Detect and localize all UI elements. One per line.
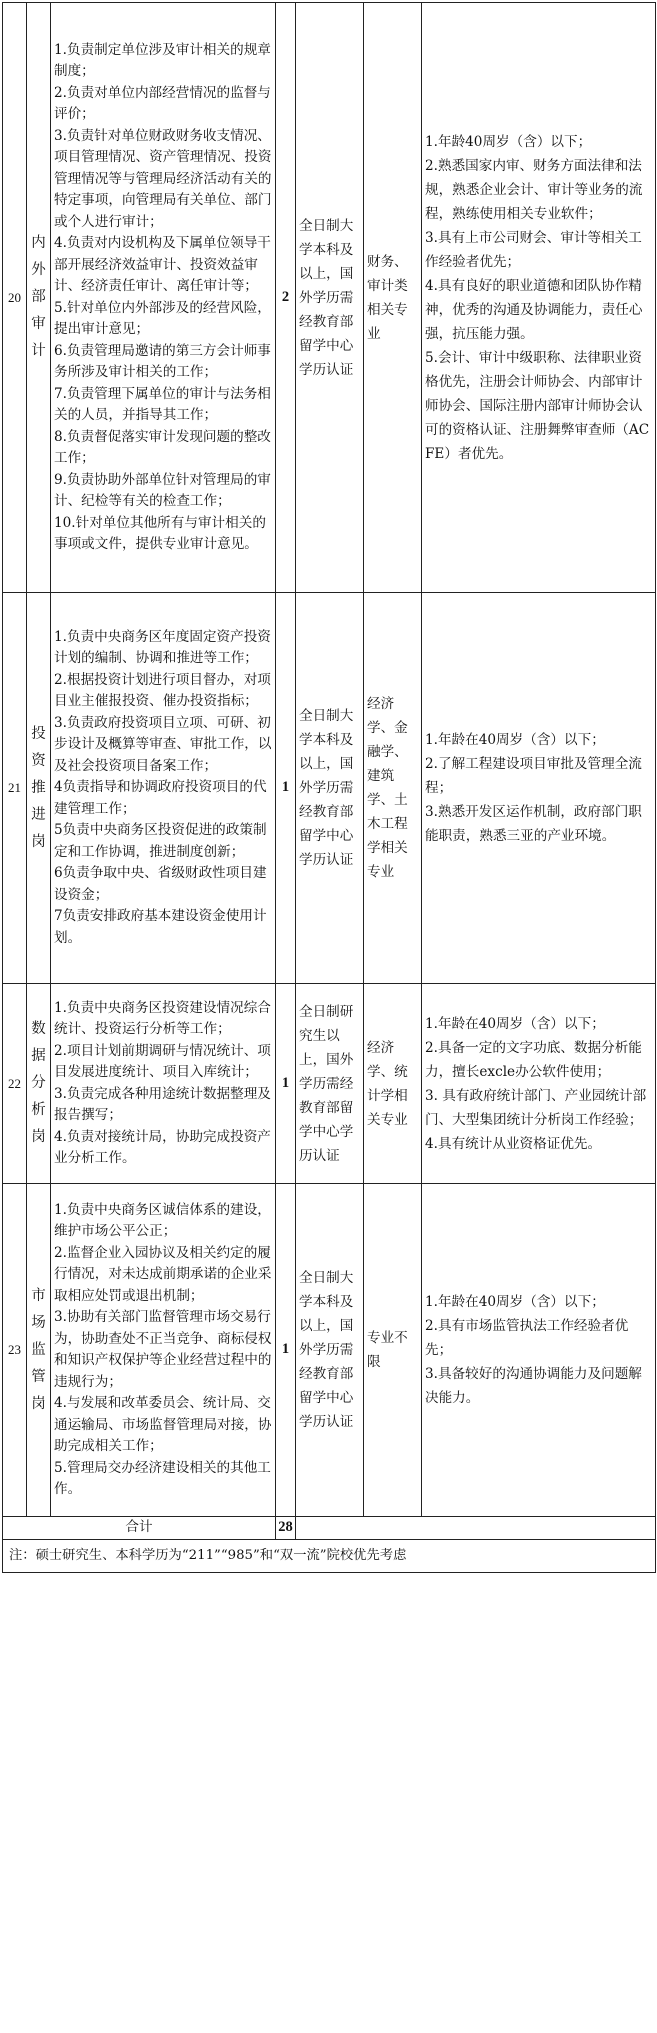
post-name-char: 场 bbox=[31, 1314, 46, 1331]
duty-item: 10.针对单位其他所有与审计相关的事项或文件，提供专业审计意见。 bbox=[54, 514, 266, 552]
post-name-char: 计 bbox=[31, 343, 46, 359]
footnote: 注：硕士研究生、本科学历为“211”“985”和“双一流”院校优先考虑 bbox=[3, 1539, 656, 1572]
post-name-char: 岗 bbox=[31, 1395, 46, 1412]
qualification-item: 1.年龄在40周岁（含）以下； bbox=[425, 1015, 605, 1032]
qualification-list bbox=[422, 1184, 656, 1517]
post-name-char: 外 bbox=[31, 262, 46, 278]
qualification-item: 4.具有统计从业资格证优先。 bbox=[425, 1135, 602, 1152]
qualification-item: 4.具有良好的职业道德和团队协作精神，优秀的沟通及协调能力，责任心强，抗压能力强。 bbox=[425, 277, 643, 342]
post-name-char: 据 bbox=[31, 1048, 46, 1064]
duty-list bbox=[51, 984, 276, 1184]
duty-item: 2.项目计划前期调研与情况统计、项目发展进度统计、项目入库统计； bbox=[54, 1042, 271, 1080]
major-requirement: 经济学、金融学、建筑学、土木工程学相关专业 bbox=[364, 593, 422, 984]
duty-item: 5.管理局交办经济建设相关的其他工作。 bbox=[54, 1459, 271, 1497]
qualification-item: 2.熟悉国家内审、财务方面法律和法规，熟悉企业会计、审计等业务的流程，熟练使用相关专业软件； bbox=[425, 157, 643, 222]
qualification-item: 1.年龄在40周岁（含）以下； bbox=[425, 732, 605, 748]
duty-item: 7.负责管理下属单位的审计与法务相关的人员，并指导其工作； bbox=[54, 385, 271, 423]
post-name-char: 市 bbox=[31, 1287, 46, 1304]
qualification-item: 2.具有市场监管执法工作经验者优先； bbox=[425, 1318, 629, 1358]
qualification-item: 1.年龄在40周岁（含）以下； bbox=[425, 1294, 605, 1310]
qualification-item: 3.具有上市公司财会、审计等相关工作经验者优先； bbox=[425, 229, 642, 270]
education-requirement: 全日制大学本科及以上，国外学历需经教育部留学中心学历认证 bbox=[296, 593, 364, 984]
post-name-char: 岗 bbox=[31, 1129, 46, 1145]
major-requirement: 经济学、统计学相关专业 bbox=[364, 984, 422, 1184]
qualification-item: 3. 具有政府统计部门、产业园统计部门、大型集团统计分析岗工作经验； bbox=[425, 1087, 647, 1128]
table-body bbox=[3, 3, 656, 1517]
duty-item: 5负责中央商务区投资促进的政策制定和工作协调，推进制度创新； bbox=[54, 822, 267, 860]
qualification-item: 2.具备一定的文字功底、数据分析能力，擅长excle办公软件使用； bbox=[425, 1039, 642, 1080]
duty-item: 6.负责管理局邀请的第三方会计师事务所涉及审计相关的工作； bbox=[54, 342, 271, 380]
major-requirement: 财务、审计类相关专业 bbox=[364, 3, 422, 593]
post-name-char: 内 bbox=[31, 235, 46, 251]
post-name-char: 分 bbox=[31, 1075, 46, 1091]
table-row bbox=[3, 593, 656, 984]
duty-item: 3.负责政府投资项目立项、可研、初步设计及概算等审查、审批工作，以及社会投资项目备案工作； bbox=[54, 714, 272, 774]
total-label: 合计 bbox=[3, 1517, 276, 1540]
duty-item: 3.负责完成各种用途统计数据整理及报告撰写； bbox=[54, 1085, 271, 1123]
post-name-char: 管 bbox=[31, 1368, 46, 1385]
qualification-list bbox=[422, 593, 656, 984]
duty-item: 5.针对单位内外部涉及的经营风险，提出审计意见； bbox=[54, 299, 271, 337]
total-empty-cell bbox=[296, 1517, 656, 1540]
total-count: 28 bbox=[276, 1517, 296, 1540]
post-name bbox=[27, 3, 51, 593]
duty-item: 9.负责协助外部单位针对管理局的审计、纪检等有关的检查工作； bbox=[54, 471, 271, 509]
note-row bbox=[3, 1539, 656, 1572]
row-index: 23 bbox=[3, 1184, 27, 1517]
row-index: 22 bbox=[3, 984, 27, 1184]
qualification-list bbox=[422, 3, 656, 593]
table-row bbox=[3, 3, 656, 593]
major-requirement: 专业不限 bbox=[364, 1184, 422, 1517]
post-name bbox=[27, 984, 51, 1184]
headcount: 2 bbox=[276, 3, 296, 593]
duty-item: 3.负责针对单位财政财务收支情况、项目管理情况、资产管理情况、投资管理情况等与管理局经济活动有关的特定事项，向管理局有关单位、部门或个人进行审计； bbox=[54, 127, 272, 230]
post-name bbox=[27, 1184, 51, 1517]
recruitment-table bbox=[2, 2, 656, 1573]
post-name-char: 投 bbox=[31, 725, 46, 742]
duty-item: 6负责争取中央、省级财政性项目建设资金； bbox=[54, 865, 267, 903]
row-index: 20 bbox=[3, 3, 27, 593]
total-row bbox=[3, 1517, 656, 1540]
post-name-char: 推 bbox=[31, 779, 46, 796]
post-name-char: 数 bbox=[31, 1021, 46, 1037]
duty-item: 4负责指导和协调政府投资项目的代建管理工作； bbox=[54, 779, 267, 817]
duty-item: 3.协助有关部门监督管理市场交易行为，协助查处不正当竞争、商标侵权和知识产权保护等企业经营过程中的违规行为； bbox=[54, 1309, 272, 1390]
recruitment-table-page bbox=[2, 2, 655, 1573]
duty-item: 1.负责制定单位涉及审计相关的规章制度； bbox=[54, 41, 271, 79]
table-row bbox=[3, 1184, 656, 1517]
headcount: 1 bbox=[276, 984, 296, 1184]
duty-item: 1.负责中央商务区年度固定资产投资计划的编制、协调和推进等工作； bbox=[54, 628, 271, 667]
headcount: 1 bbox=[276, 593, 296, 984]
post-name-char: 岗 bbox=[31, 833, 46, 850]
duty-item: 4.负责对内设机构及下属单位领导干部开展经济效益审计、投资效益审计、经济责任审计、离任审计等； bbox=[54, 235, 271, 294]
post-name-char: 进 bbox=[31, 806, 46, 823]
duty-item: 4.与发展和改革委员会、统计局、交通运输局、市场监督管理局对接，协助完成相关工作； bbox=[54, 1395, 272, 1454]
row-index: 21 bbox=[3, 593, 27, 984]
duty-item: 1.负责中央商务区投资建设情况综合统计、投资运行分析等工作； bbox=[54, 999, 271, 1037]
duty-list bbox=[51, 3, 276, 593]
duty-item: 7负责安排政府基本建设资金使用计划。 bbox=[54, 908, 267, 946]
duty-item: 4.负责对接统计局，协助完成投资产业分析工作。 bbox=[54, 1128, 271, 1166]
qualification-list bbox=[422, 984, 656, 1184]
education-requirement: 全日制大学本科及以上，国外学历需经教育部留学中心学历认证 bbox=[296, 1184, 364, 1517]
duty-item: 1.负责中央商务区诚信体系的建设，维护市场公平公正； bbox=[54, 1201, 271, 1239]
post-name-char: 部 bbox=[31, 289, 46, 305]
qualification-item: 1.年龄40周岁（含）以下； bbox=[425, 133, 592, 150]
table-row bbox=[3, 984, 656, 1184]
duty-item: 2.负责对单位内部经营情况的监督与评价； bbox=[54, 84, 271, 122]
education-requirement: 全日制研究生以上，国外学历需经教育部留学中心学历认证 bbox=[296, 984, 364, 1184]
duty-list bbox=[51, 1184, 276, 1517]
duty-item: 2.监督企业入园协议及相关约定的履行情况，对未达成前期承诺的企业采取相应处罚或退出机制； bbox=[54, 1244, 272, 1304]
duty-list bbox=[51, 593, 276, 984]
post-name-char: 监 bbox=[31, 1341, 46, 1358]
post-name-char: 析 bbox=[31, 1102, 46, 1118]
headcount: 1 bbox=[276, 1184, 296, 1517]
qualification-item: 3.具备较好的沟通协调能力及问题解决能力。 bbox=[425, 1366, 642, 1406]
duty-item: 2.根据投资计划进行项目督办，对项目业主催报投资、催办投资指标； bbox=[54, 671, 271, 710]
education-requirement: 全日制大学本科及以上，国外学历需经教育部留学中心学历认证 bbox=[296, 3, 364, 593]
duty-item: 8.负责督促落实审计发现问题的整改工作； bbox=[54, 428, 271, 466]
post-name-char: 审 bbox=[31, 316, 46, 332]
post-name-char: 资 bbox=[31, 752, 46, 769]
qualification-item: 3.熟悉开发区运作机制，政府部门职能职责，熟悉三亚的产业环境。 bbox=[425, 804, 642, 844]
post-name bbox=[27, 593, 51, 984]
qualification-item: 5.会计、审计中级职称、法律职业资格优先，注册会计师协会、内部审计师协会、国际注册内部审计师协会认可的资格认证、注册舞弊审查师（ACFE）者优先。 bbox=[425, 349, 650, 462]
qualification-item: 2.了解工程建设项目审批及管理全流程； bbox=[425, 756, 642, 796]
